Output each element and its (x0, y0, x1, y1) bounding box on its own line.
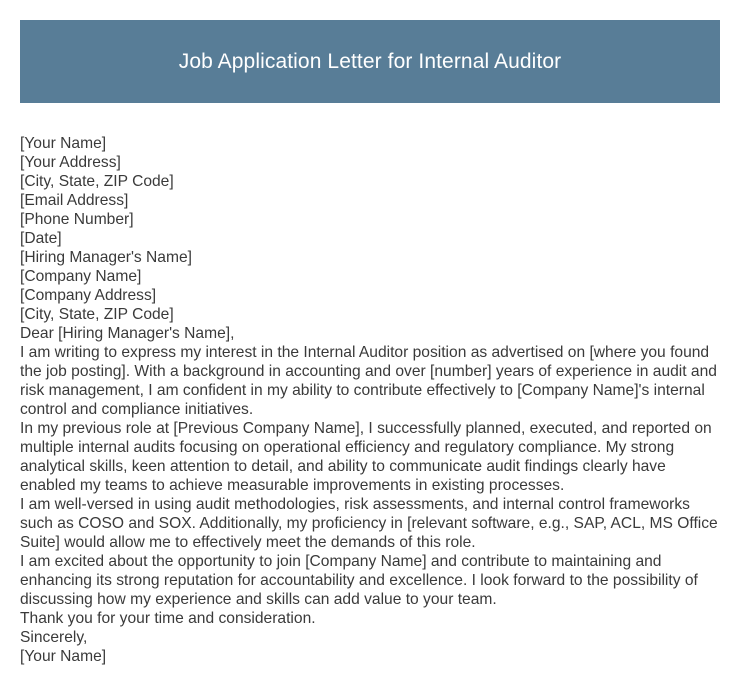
title-banner (20, 20, 720, 103)
recipient-manager: [Hiring Manager's Name] (20, 249, 192, 266)
letter-date: [Date] (20, 230, 62, 247)
salutation: Dear [Hiring Manager's Name], (20, 325, 235, 342)
sender-address: [Your Address] (20, 154, 121, 171)
recipient-company-address: [Company Address] (20, 287, 157, 304)
closing: Sincerely, (20, 629, 88, 646)
paragraph-experience: In my previous role at [Previous Company Name], I successfully planned, executed, and reported on multiple internal audits focusing on operational efficiency and regulatory compliance. My strong analytical skills, keen attention to detail, and ability to communicate audit findings clearly have enabled my teams to achieve measurable improvements in existing processes. (20, 420, 712, 494)
sender-email: [Email Address] (20, 192, 129, 209)
paragraph-skills: I am well-versed in using audit methodologies, risk assessments, and internal control frameworks such as COSO and SOX. Additionally, my proficiency in [relevant software, e.g., SAP, ACL, MS Office Suite] would allow me to effectively meet the demands of this role. (20, 496, 718, 551)
page-title: Job Application Letter for Internal Auditor (178, 49, 562, 73)
paragraph-thanks: Thank you for your time and consideration. (20, 610, 316, 627)
letter-body (20, 134, 720, 666)
sender-name: [Your Name] (20, 135, 107, 152)
recipient-city-state-zip: [City, State, ZIP Code] (20, 306, 174, 323)
paragraph-intro: I am writing to express my interest in the Internal Auditor position as advertised on [where you found the job posting]. With a background in accounting and over [number] years of experience in audit and risk management, I am confident in my ability to contribute effectively to [Company Name]'s internal control and compliance initiatives. (20, 344, 717, 418)
signature: [Your Name] (20, 648, 107, 665)
paragraph-enthusiasm: I am excited about the opportunity to join [Company Name] and contribute to maintaining and enhancing its strong reputation for accountability and excellence. I look forward to the possibility of discussing how my experience and skills can add value to your team. (20, 553, 698, 608)
recipient-company: [Company Name] (20, 268, 142, 285)
sender-phone: [Phone Number] (20, 211, 134, 228)
sender-city-state-zip: [City, State, ZIP Code] (20, 173, 174, 190)
